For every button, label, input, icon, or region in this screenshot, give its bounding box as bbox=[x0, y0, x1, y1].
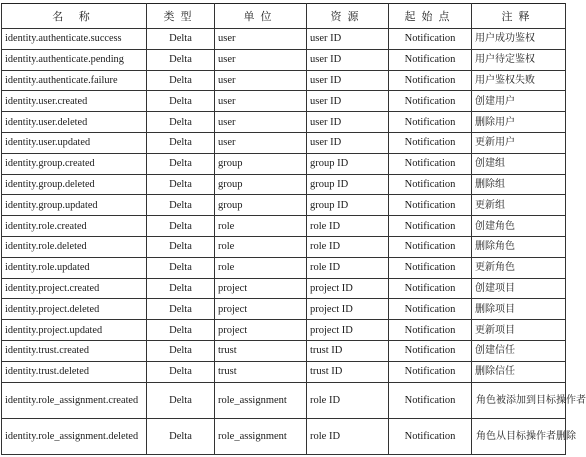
cell-note: 创建用户 bbox=[472, 91, 566, 112]
cell-note: 删除角色 bbox=[472, 236, 566, 257]
cell-resource: project ID bbox=[307, 320, 389, 341]
cell-note: 更新用户 bbox=[472, 132, 566, 153]
header-name: 名 称 bbox=[2, 4, 147, 29]
table-row bbox=[2, 236, 566, 257]
cell-unit: user bbox=[215, 132, 307, 153]
cell-metric-name: identity.role_assignment.deleted bbox=[2, 418, 147, 454]
cell-type: Delta bbox=[147, 153, 215, 174]
cell-resource: role ID bbox=[307, 382, 389, 418]
cell-resource: user ID bbox=[307, 91, 389, 112]
cell-metric-name: identity.user.created bbox=[2, 91, 147, 112]
cell-unit: user bbox=[215, 91, 307, 112]
cell-metric-name: identity.role.deleted bbox=[2, 236, 147, 257]
header-row bbox=[2, 4, 566, 29]
cell-unit: group bbox=[215, 153, 307, 174]
cell-unit: trust bbox=[215, 361, 307, 382]
cell-type: Delta bbox=[147, 299, 215, 320]
cell-resource: trust ID bbox=[307, 340, 389, 361]
cell-type: Delta bbox=[147, 132, 215, 153]
cell-origin: Notification bbox=[389, 112, 472, 133]
cell-origin: Notification bbox=[389, 320, 472, 341]
header-unit: 单位 bbox=[215, 4, 307, 29]
cell-origin: Notification bbox=[389, 418, 472, 454]
cell-type: Delta bbox=[147, 257, 215, 278]
table-row bbox=[2, 278, 566, 299]
cell-type: Delta bbox=[147, 320, 215, 341]
cell-metric-name: identity.authenticate.pending bbox=[2, 49, 147, 70]
cell-metric-name: identity.user.updated bbox=[2, 132, 147, 153]
table-row bbox=[2, 195, 566, 216]
table-row bbox=[2, 70, 566, 91]
cell-metric-name: identity.trust.created bbox=[2, 340, 147, 361]
metrics-table bbox=[1, 3, 586, 455]
cell-resource: project ID bbox=[307, 299, 389, 320]
cell-resource: role ID bbox=[307, 257, 389, 278]
table-row bbox=[2, 382, 566, 418]
cell-metric-name: identity.role_assignment.created bbox=[2, 382, 147, 418]
cell-unit: role bbox=[215, 236, 307, 257]
cell-note: 删除信任 bbox=[472, 361, 566, 382]
cell-resource: user ID bbox=[307, 70, 389, 91]
cell-metric-name: identity.trust.deleted bbox=[2, 361, 147, 382]
cell-type: Delta bbox=[147, 216, 215, 237]
cell-type: Delta bbox=[147, 174, 215, 195]
table-row bbox=[2, 418, 566, 454]
cell-note: 创建组 bbox=[472, 153, 566, 174]
cell-type: Delta bbox=[147, 91, 215, 112]
cell-resource: user ID bbox=[307, 112, 389, 133]
cell-origin: Notification bbox=[389, 49, 472, 70]
cell-note: 创建角色 bbox=[472, 216, 566, 237]
cell-unit: group bbox=[215, 195, 307, 216]
header-resource: 资源 bbox=[307, 4, 389, 29]
header-type: 类型 bbox=[147, 4, 215, 29]
cell-resource: trust ID bbox=[307, 361, 389, 382]
cell-type: Delta bbox=[147, 236, 215, 257]
table-row bbox=[2, 361, 566, 382]
cell-metric-name: identity.project.created bbox=[2, 278, 147, 299]
cell-unit: user bbox=[215, 49, 307, 70]
cell-origin: Notification bbox=[389, 216, 472, 237]
cell-unit: project bbox=[215, 320, 307, 341]
cell-metric-name: identity.user.deleted bbox=[2, 112, 147, 133]
cell-note: 更新项目 bbox=[472, 320, 566, 341]
table-row bbox=[2, 29, 566, 50]
cell-resource: project ID bbox=[307, 278, 389, 299]
cell-type: Delta bbox=[147, 112, 215, 133]
cell-origin: Notification bbox=[389, 91, 472, 112]
cell-note: 创建项目 bbox=[472, 278, 566, 299]
cell-metric-name: identity.group.deleted bbox=[2, 174, 147, 195]
cell-note: 创建信任 bbox=[472, 340, 566, 361]
cell-metric-name: identity.project.deleted bbox=[2, 299, 147, 320]
cell-resource: role ID bbox=[307, 418, 389, 454]
cell-note: 删除用户 bbox=[472, 112, 566, 133]
cell-origin: Notification bbox=[389, 70, 472, 91]
cell-unit: role_assignment bbox=[215, 382, 307, 418]
cell-origin: Notification bbox=[389, 278, 472, 299]
cell-unit: user bbox=[215, 112, 307, 133]
cell-note: 更新角色 bbox=[472, 257, 566, 278]
cell-metric-name: identity.role.updated bbox=[2, 257, 147, 278]
cell-note: 用户成功鉴权 bbox=[472, 29, 566, 50]
cell-origin: Notification bbox=[389, 382, 472, 418]
cell-type: Delta bbox=[147, 29, 215, 50]
table-row bbox=[2, 320, 566, 341]
cell-metric-name: identity.project.updated bbox=[2, 320, 147, 341]
cell-resource: user ID bbox=[307, 49, 389, 70]
cell-metric-name: identity.authenticate.failure bbox=[2, 70, 147, 91]
cell-type: Delta bbox=[147, 361, 215, 382]
cell-resource: role ID bbox=[307, 236, 389, 257]
header-note: 注释 bbox=[472, 4, 566, 29]
table-row bbox=[2, 340, 566, 361]
cell-unit: role bbox=[215, 257, 307, 278]
cell-unit: trust bbox=[215, 340, 307, 361]
cell-origin: Notification bbox=[389, 236, 472, 257]
cell-type: Delta bbox=[147, 70, 215, 91]
table-row bbox=[2, 174, 566, 195]
cell-unit: group bbox=[215, 174, 307, 195]
cell-origin: Notification bbox=[389, 257, 472, 278]
cell-unit: project bbox=[215, 299, 307, 320]
cell-note: 角色从目标操作者删除 bbox=[472, 418, 566, 454]
cell-resource: group ID bbox=[307, 195, 389, 216]
cell-type: Delta bbox=[147, 49, 215, 70]
cell-note: 角色被添加到目标操作者 bbox=[472, 382, 566, 418]
cell-unit: role_assignment bbox=[215, 418, 307, 454]
cell-resource: group ID bbox=[307, 174, 389, 195]
cell-unit: user bbox=[215, 70, 307, 91]
cell-origin: Notification bbox=[389, 361, 472, 382]
cell-type: Delta bbox=[147, 195, 215, 216]
cell-resource: user ID bbox=[307, 132, 389, 153]
cell-resource: user ID bbox=[307, 29, 389, 50]
cell-note: 删除项目 bbox=[472, 299, 566, 320]
cell-note: 删除组 bbox=[472, 174, 566, 195]
cell-unit: user bbox=[215, 29, 307, 50]
cell-resource: role ID bbox=[307, 216, 389, 237]
table-header bbox=[2, 4, 566, 29]
table-row bbox=[2, 49, 566, 70]
cell-type: Delta bbox=[147, 340, 215, 361]
cell-type: Delta bbox=[147, 278, 215, 299]
cell-unit: role bbox=[215, 216, 307, 237]
cell-note: 用户鉴权失败 bbox=[472, 70, 566, 91]
header-origin: 起始点 bbox=[389, 4, 472, 29]
cell-origin: Notification bbox=[389, 153, 472, 174]
cell-origin: Notification bbox=[389, 132, 472, 153]
cell-origin: Notification bbox=[389, 29, 472, 50]
cell-note: 用户待定鉴权 bbox=[472, 49, 566, 70]
cell-metric-name: identity.group.created bbox=[2, 153, 147, 174]
table-row bbox=[2, 257, 566, 278]
cell-origin: Notification bbox=[389, 195, 472, 216]
table-row bbox=[2, 216, 566, 237]
cell-type: Delta bbox=[147, 382, 215, 418]
cell-metric-name: identity.group.updated bbox=[2, 195, 147, 216]
cell-metric-name: identity.authenticate.success bbox=[2, 29, 147, 50]
cell-origin: Notification bbox=[389, 299, 472, 320]
cell-note: 更新组 bbox=[472, 195, 566, 216]
cell-unit: project bbox=[215, 278, 307, 299]
table-row bbox=[2, 132, 566, 153]
table-row bbox=[2, 91, 566, 112]
cell-resource: group ID bbox=[307, 153, 389, 174]
table-row bbox=[2, 153, 566, 174]
cell-type: Delta bbox=[147, 418, 215, 454]
cell-origin: Notification bbox=[389, 174, 472, 195]
table-body bbox=[2, 29, 586, 455]
table-row bbox=[2, 299, 566, 320]
cell-origin: Notification bbox=[389, 340, 472, 361]
cell-metric-name: identity.role.created bbox=[2, 216, 147, 237]
table-row bbox=[2, 112, 566, 133]
